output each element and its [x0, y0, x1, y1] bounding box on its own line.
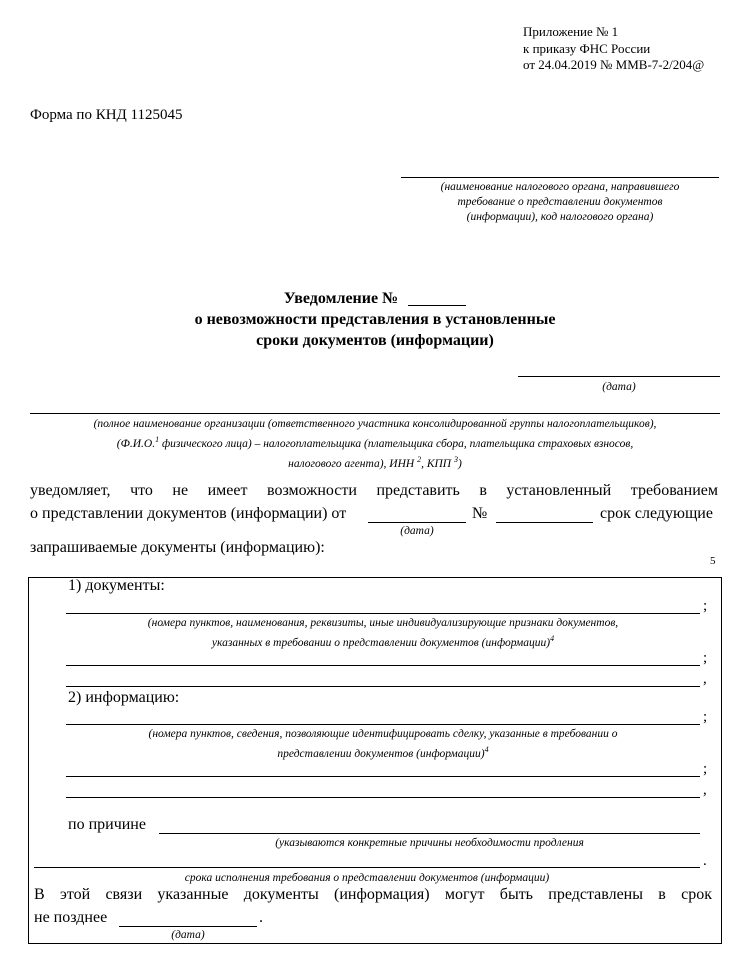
page-title: [30, 288, 720, 351]
reason-hint-1: (указываются конкретные причины необходимости продления: [275, 837, 584, 849]
hint-line: (наименование налогового органа, направившего: [440, 181, 680, 193]
documents-field-1[interactable]: [66, 613, 700, 614]
body-line-1: уведомляет, что не имеет возможности представить в установленный требованием: [30, 482, 718, 499]
conclusion-line-2: не позднее: [34, 909, 108, 926]
semicolon-mark: ;: [703, 650, 708, 666]
documents-field-2[interactable]: [66, 665, 700, 666]
conclusion-period: .: [259, 909, 263, 926]
deadline-date-hint: (дата): [171, 929, 205, 941]
hint-text: представлении документов (информации): [277, 747, 485, 760]
taxpayer-hint: [22, 417, 728, 472]
dot-mark: .: [703, 853, 707, 869]
body-line-2-start: о представлении документов (информации) от: [30, 505, 347, 522]
footnote-ref: 4: [484, 745, 489, 754]
appendix-reference: [523, 24, 704, 74]
deadline-date-field[interactable]: [119, 926, 257, 927]
appendix-number: Приложение № 1: [523, 24, 619, 39]
hint-line: [66, 742, 700, 762]
documents-field-3[interactable]: [66, 686, 700, 687]
semicolon-mark: ;: [703, 709, 708, 725]
hint-text: ): [457, 457, 462, 470]
footnote-ref: 2: [417, 454, 422, 464]
footnote-ref: 3: [453, 454, 458, 464]
information-hint: [66, 727, 700, 762]
hint-text: , КПП: [421, 457, 454, 470]
title-line2: о невозможности представления в установленные: [194, 311, 556, 328]
tax-authority-field[interactable]: [401, 177, 719, 178]
footnote-ref: 4: [550, 634, 555, 643]
hint-line: [22, 452, 728, 472]
documents-hint: [66, 616, 700, 651]
hint-line: (полное наименование организации (ответственного участника консолидированной группы налогоплательщиков),: [93, 418, 657, 430]
footnote-ref-5: 5: [710, 555, 716, 567]
taxpayer-field[interactable]: [30, 413, 720, 414]
hint-text: налогового агента), ИНН: [288, 457, 418, 470]
hint-line: требование о представлении документов: [457, 196, 663, 208]
title-notice-number: Уведомление №: [283, 290, 399, 307]
date-field[interactable]: [518, 376, 720, 377]
hint-line: (информации), код налогового органа): [466, 211, 654, 223]
notice-number-field[interactable]: [408, 305, 466, 306]
conclusion-line-1: В этой связи указанные документы (информация) могут быть представлены в срок: [34, 886, 712, 903]
reason-field-1[interactable]: [159, 833, 700, 834]
hint-line: [66, 631, 700, 651]
appendix-order-date: от 24.04.2019 № ММВ-7-2/204@: [523, 57, 705, 72]
hint-text: (Ф.И.О.: [116, 437, 156, 450]
number-sign: №: [472, 505, 488, 522]
information-field-1[interactable]: [66, 724, 700, 725]
form-code: Форма по КНД 1125045: [30, 107, 183, 123]
appendix-order: к приказу ФНС России: [523, 40, 651, 56]
hint-line: (номера пунктов, наименования, реквизиты, иные индивидуализирующие признаки документов,: [147, 617, 619, 629]
body-line-3: запрашиваемые документы (информацию):: [30, 539, 325, 556]
hint-text: физического лица) – налогоплательщика (плательщика сбора, плательщика страховых взносов,: [159, 437, 634, 450]
hint-line: (номера пунктов, сведения, позволяющие идентифицировать сделку, указанные в требовании о: [148, 728, 618, 740]
information-field-3[interactable]: [66, 797, 700, 798]
information-field-2[interactable]: [66, 776, 700, 777]
hint-line: [22, 432, 728, 452]
semicolon-mark: ;: [703, 761, 708, 777]
comma-mark: ,: [703, 782, 707, 798]
information-heading: 2) информацию:: [68, 689, 180, 706]
reason-hint-2: срока исполнения требования о представлении документов (информации): [184, 872, 550, 884]
request-number-field[interactable]: [496, 522, 593, 523]
request-date-hint: (дата): [400, 525, 434, 537]
semicolon-mark: ;: [703, 598, 708, 614]
footnote-ref: 1: [155, 435, 160, 444]
tax-authority-hint: [385, 180, 735, 225]
documents-heading: 1) документы:: [68, 577, 165, 594]
body-line-2-end: срок следующие: [600, 505, 713, 522]
reason-label: по причине: [68, 816, 146, 833]
date-hint: (дата): [602, 381, 636, 393]
comma-mark: ,: [703, 671, 707, 687]
hint-text: указанных в требовании о представлении документов (информации): [211, 636, 551, 649]
reason-field-2[interactable]: [34, 867, 700, 868]
request-date-field[interactable]: [368, 522, 466, 523]
title-line3: сроки документов (информации): [256, 332, 494, 349]
